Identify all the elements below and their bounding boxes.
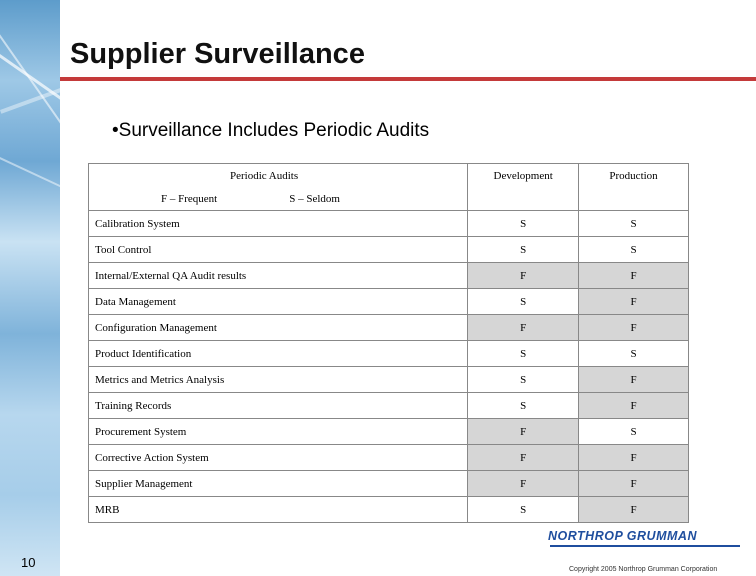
legend-frequent: F – Frequent bbox=[161, 193, 218, 205]
production-frequency: F bbox=[579, 471, 689, 497]
production-frequency: F bbox=[579, 497, 689, 523]
audit-item: Product Identification bbox=[89, 341, 468, 367]
column-header-production: Production bbox=[579, 164, 689, 211]
audit-item: Training Records bbox=[89, 393, 468, 419]
page-title: Supplier Surveillance bbox=[70, 38, 365, 70]
audit-item: Data Management bbox=[89, 289, 468, 315]
production-frequency: F bbox=[579, 393, 689, 419]
development-frequency: F bbox=[468, 315, 579, 341]
development-frequency: S bbox=[468, 289, 579, 315]
development-frequency: S bbox=[468, 237, 579, 263]
copyright-text: Copyright 2005 Northrop Grumman Corporation bbox=[569, 566, 718, 573]
table-row bbox=[89, 237, 689, 263]
audit-item: Supplier Management bbox=[89, 471, 468, 497]
production-frequency: F bbox=[579, 263, 689, 289]
development-frequency: F bbox=[468, 471, 579, 497]
audit-item: Metrics and Metrics Analysis bbox=[89, 367, 468, 393]
audit-item: Internal/External QA Audit results bbox=[89, 263, 468, 289]
header-title: Periodic Audits bbox=[230, 170, 299, 182]
table-row bbox=[89, 341, 689, 367]
development-frequency: S bbox=[468, 497, 579, 523]
table-row bbox=[89, 471, 689, 497]
table-header-row bbox=[89, 164, 689, 211]
development-frequency: F bbox=[468, 445, 579, 471]
table-row bbox=[89, 497, 689, 523]
production-frequency: S bbox=[579, 211, 689, 237]
table-row bbox=[89, 289, 689, 315]
northrop-grumman-logo: NORTHROP GRUMMAN bbox=[548, 529, 697, 543]
audit-item: Calibration System bbox=[89, 211, 468, 237]
development-frequency: F bbox=[468, 419, 579, 445]
production-frequency: F bbox=[579, 315, 689, 341]
production-frequency: S bbox=[579, 419, 689, 445]
audit-table bbox=[88, 163, 689, 523]
development-frequency: F bbox=[468, 263, 579, 289]
table-row bbox=[89, 211, 689, 237]
production-frequency: F bbox=[579, 445, 689, 471]
bullet-text: •Surveillance Includes Periodic Audits bbox=[112, 120, 430, 141]
development-frequency: S bbox=[468, 393, 579, 419]
audit-item: Configuration Management bbox=[89, 315, 468, 341]
frequency-legend bbox=[161, 193, 340, 205]
development-frequency: S bbox=[468, 367, 579, 393]
table-row bbox=[89, 419, 689, 445]
table-row bbox=[89, 263, 689, 289]
audit-item: MRB bbox=[89, 497, 468, 523]
title-divider bbox=[60, 77, 756, 81]
logo-underline bbox=[550, 545, 740, 547]
audit-item: Procurement System bbox=[89, 419, 468, 445]
header-cell-audits bbox=[89, 164, 468, 211]
table-row bbox=[89, 445, 689, 471]
audit-item: Corrective Action System bbox=[89, 445, 468, 471]
table-row bbox=[89, 367, 689, 393]
audit-item: Tool Control bbox=[89, 237, 468, 263]
table-row bbox=[89, 393, 689, 419]
column-header-development: Development bbox=[468, 164, 579, 211]
development-frequency: S bbox=[468, 211, 579, 237]
production-frequency: S bbox=[579, 237, 689, 263]
production-frequency: S bbox=[579, 341, 689, 367]
production-frequency: F bbox=[579, 367, 689, 393]
table-row bbox=[89, 315, 689, 341]
decorative-sidebar bbox=[0, 0, 60, 576]
legend-seldom: S – Seldom bbox=[289, 193, 340, 205]
development-frequency: S bbox=[468, 341, 579, 367]
production-frequency: F bbox=[579, 289, 689, 315]
page-number: 10 bbox=[21, 555, 36, 570]
